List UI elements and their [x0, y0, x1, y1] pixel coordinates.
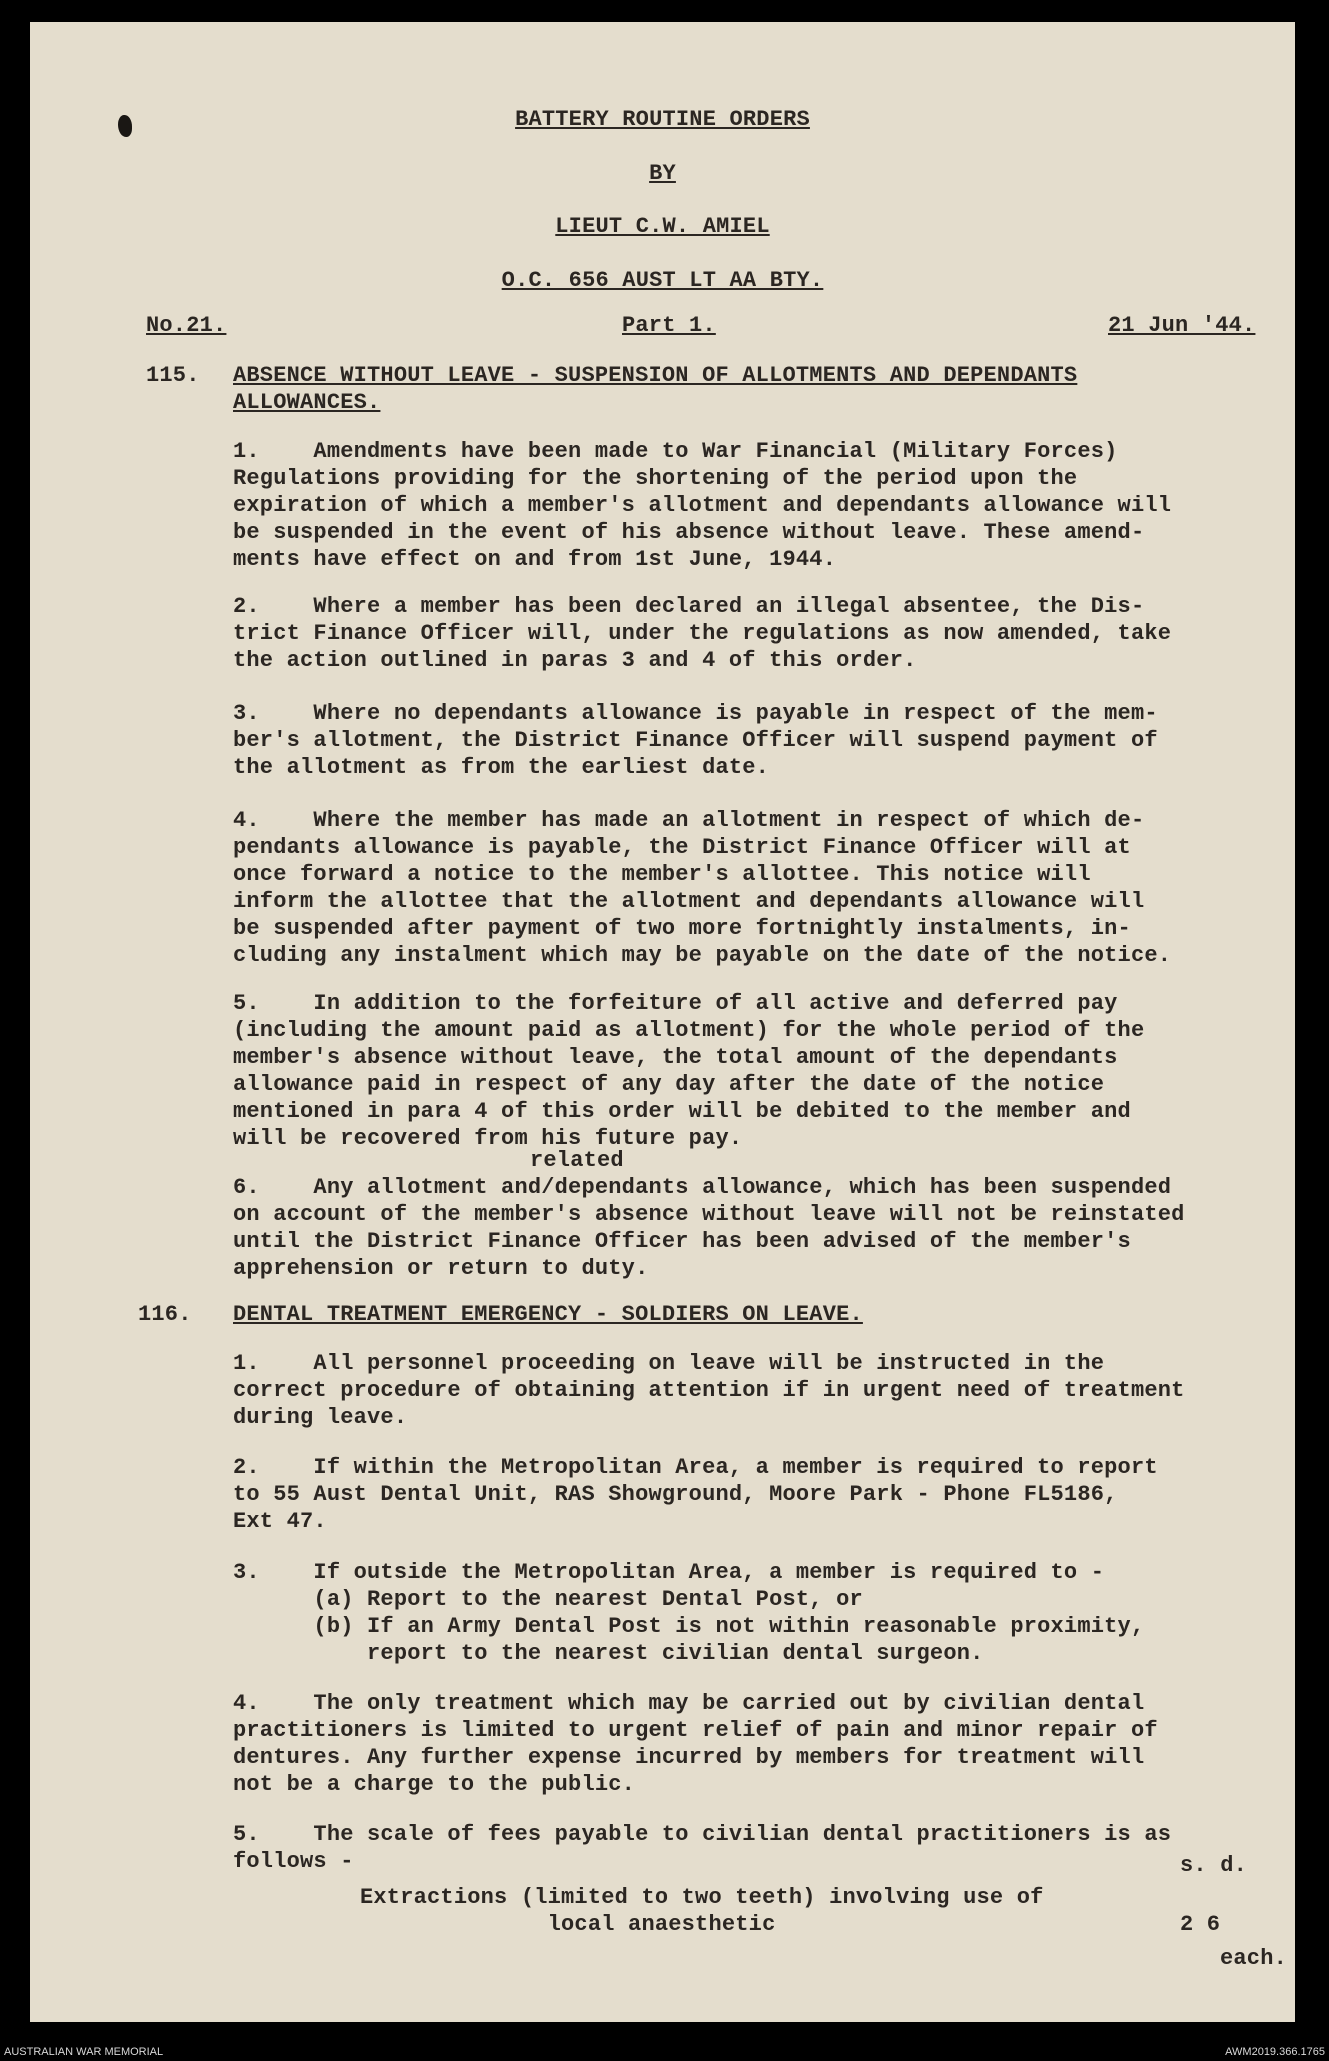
- document-by: BY: [649, 161, 676, 186]
- para-115-6: 6. Any allotment and/dependants allowance, which has been suspended on account of the member's absence without leave will not be reinstated until the District Finance Officer has been advised of the member's apprehension or return to duty.: [233, 1175, 1185, 1281]
- handwritten-insertion: related: [530, 1148, 624, 1173]
- part-number: Part 1.: [622, 313, 716, 338]
- para-116-5: 5. The scale of fees payable to civilian dental practitioners is as follows -: [233, 1822, 1172, 1874]
- para-115-4: 4. Where the member has made an allotment in respect of which de- pendants allowance is payable, the District Finance Officer will at once forward a notice to the member's allottee. This notice will inform the allottee that the allotment and dependants allowance will be suspended after payment of two more fortnightly instalments, in- cluding any instalment which may be payable on the date of the notice.: [233, 808, 1172, 968]
- section-heading-115: ABSENCE WITHOUT LEAVE - SUSPENSION OF ALLOTMENTS AND DEPENDANTS: [233, 363, 1078, 388]
- order-date: 21 Jun '44.: [1108, 313, 1256, 338]
- para-115-5: 5. In addition to the forfeiture of all active and deferred pay (including the amount paid as allotment) for the whole period of the member's absence without leave, the total amount of the dependants allowance paid in respect of any day after the date of the notice mentioned in para 4 of this order will be debited to the member and will be recovered from his future pay.: [233, 991, 1145, 1151]
- para-116-4: 4. The only treatment which may be carried out by civilian dental practitioners is limited to urgent relief of pain and minor repair of dentures. Any further expense incurred by members for treatment will not be a charge to the public.: [233, 1691, 1158, 1797]
- fee-units-header: s. d.: [1180, 1853, 1248, 1878]
- document-issuer: LIEUT C.W. AMIEL: [555, 214, 770, 239]
- document-unit: O.C. 656 AUST LT AA BTY.: [501, 268, 824, 293]
- section-heading-116: DENTAL TREATMENT EMERGENCY - SOLDIERS ON LEAVE.: [233, 1302, 863, 1327]
- footer-source-label: AUSTRALIAN WAR MEMORIAL: [4, 2046, 164, 2058]
- footer-accession-number: AWM2019.366.1765: [1225, 2046, 1325, 2058]
- para-115-2: 2. Where a member has been declared an illegal absentee, the Dis- trict Finance Officer will, under the regulations as now amended, take the action outlined in paras 3 and 4 of this order.: [233, 594, 1172, 673]
- para-116-3: 3. If outside the Metropolitan Area, a member is required to - (a) Report to the nearest Dental Post, or (b) If an Army Dental Post is not within reasonable proximity, report to the nearest civilian dental surgeon.: [233, 1560, 1145, 1666]
- para-115-3: 3. Where no dependants allowance is payable in respect of the mem- ber's allotment, the District Finance Officer will suspend payment of the allotment as from the earliest date.: [233, 701, 1158, 780]
- document-page: [30, 22, 1295, 2022]
- para-116-1: 1. All personnel proceeding on leave will be instructed in the correct procedure of obtaining attention if in urgent need of treatment during leave.: [233, 1351, 1185, 1430]
- section-heading-115-cont: ALLOWANCES.: [233, 390, 381, 415]
- section-number-115: 115.: [146, 363, 200, 388]
- document-title: BATTERY ROUTINE ORDERS: [515, 107, 810, 132]
- para-115-1: 1. Amendments have been made to War Financial (Military Forces) Regulations providing for the shortening of the period upon the expiration of which a member's allotment and dependants allowance will be suspended in the event of his absence without leave. These amend- ments have effect on and from 1st June, 1944.: [233, 439, 1172, 572]
- section-number-116: 116.: [138, 1302, 192, 1327]
- para-116-2: 2. If within the Metropolitan Area, a member is required to report to 55 Aust Dental Unit, RAS Showground, Moore Park - Phone FL5186, Ext 47.: [233, 1455, 1158, 1534]
- order-number: No.21.: [146, 313, 227, 338]
- fee-each: each.: [1220, 1946, 1288, 1971]
- fee-amount: 2 6: [1180, 1912, 1221, 1937]
- fee-item-extractions: Extractions (limited to two teeth) involving use of local anaesthetic: [360, 1885, 1044, 1937]
